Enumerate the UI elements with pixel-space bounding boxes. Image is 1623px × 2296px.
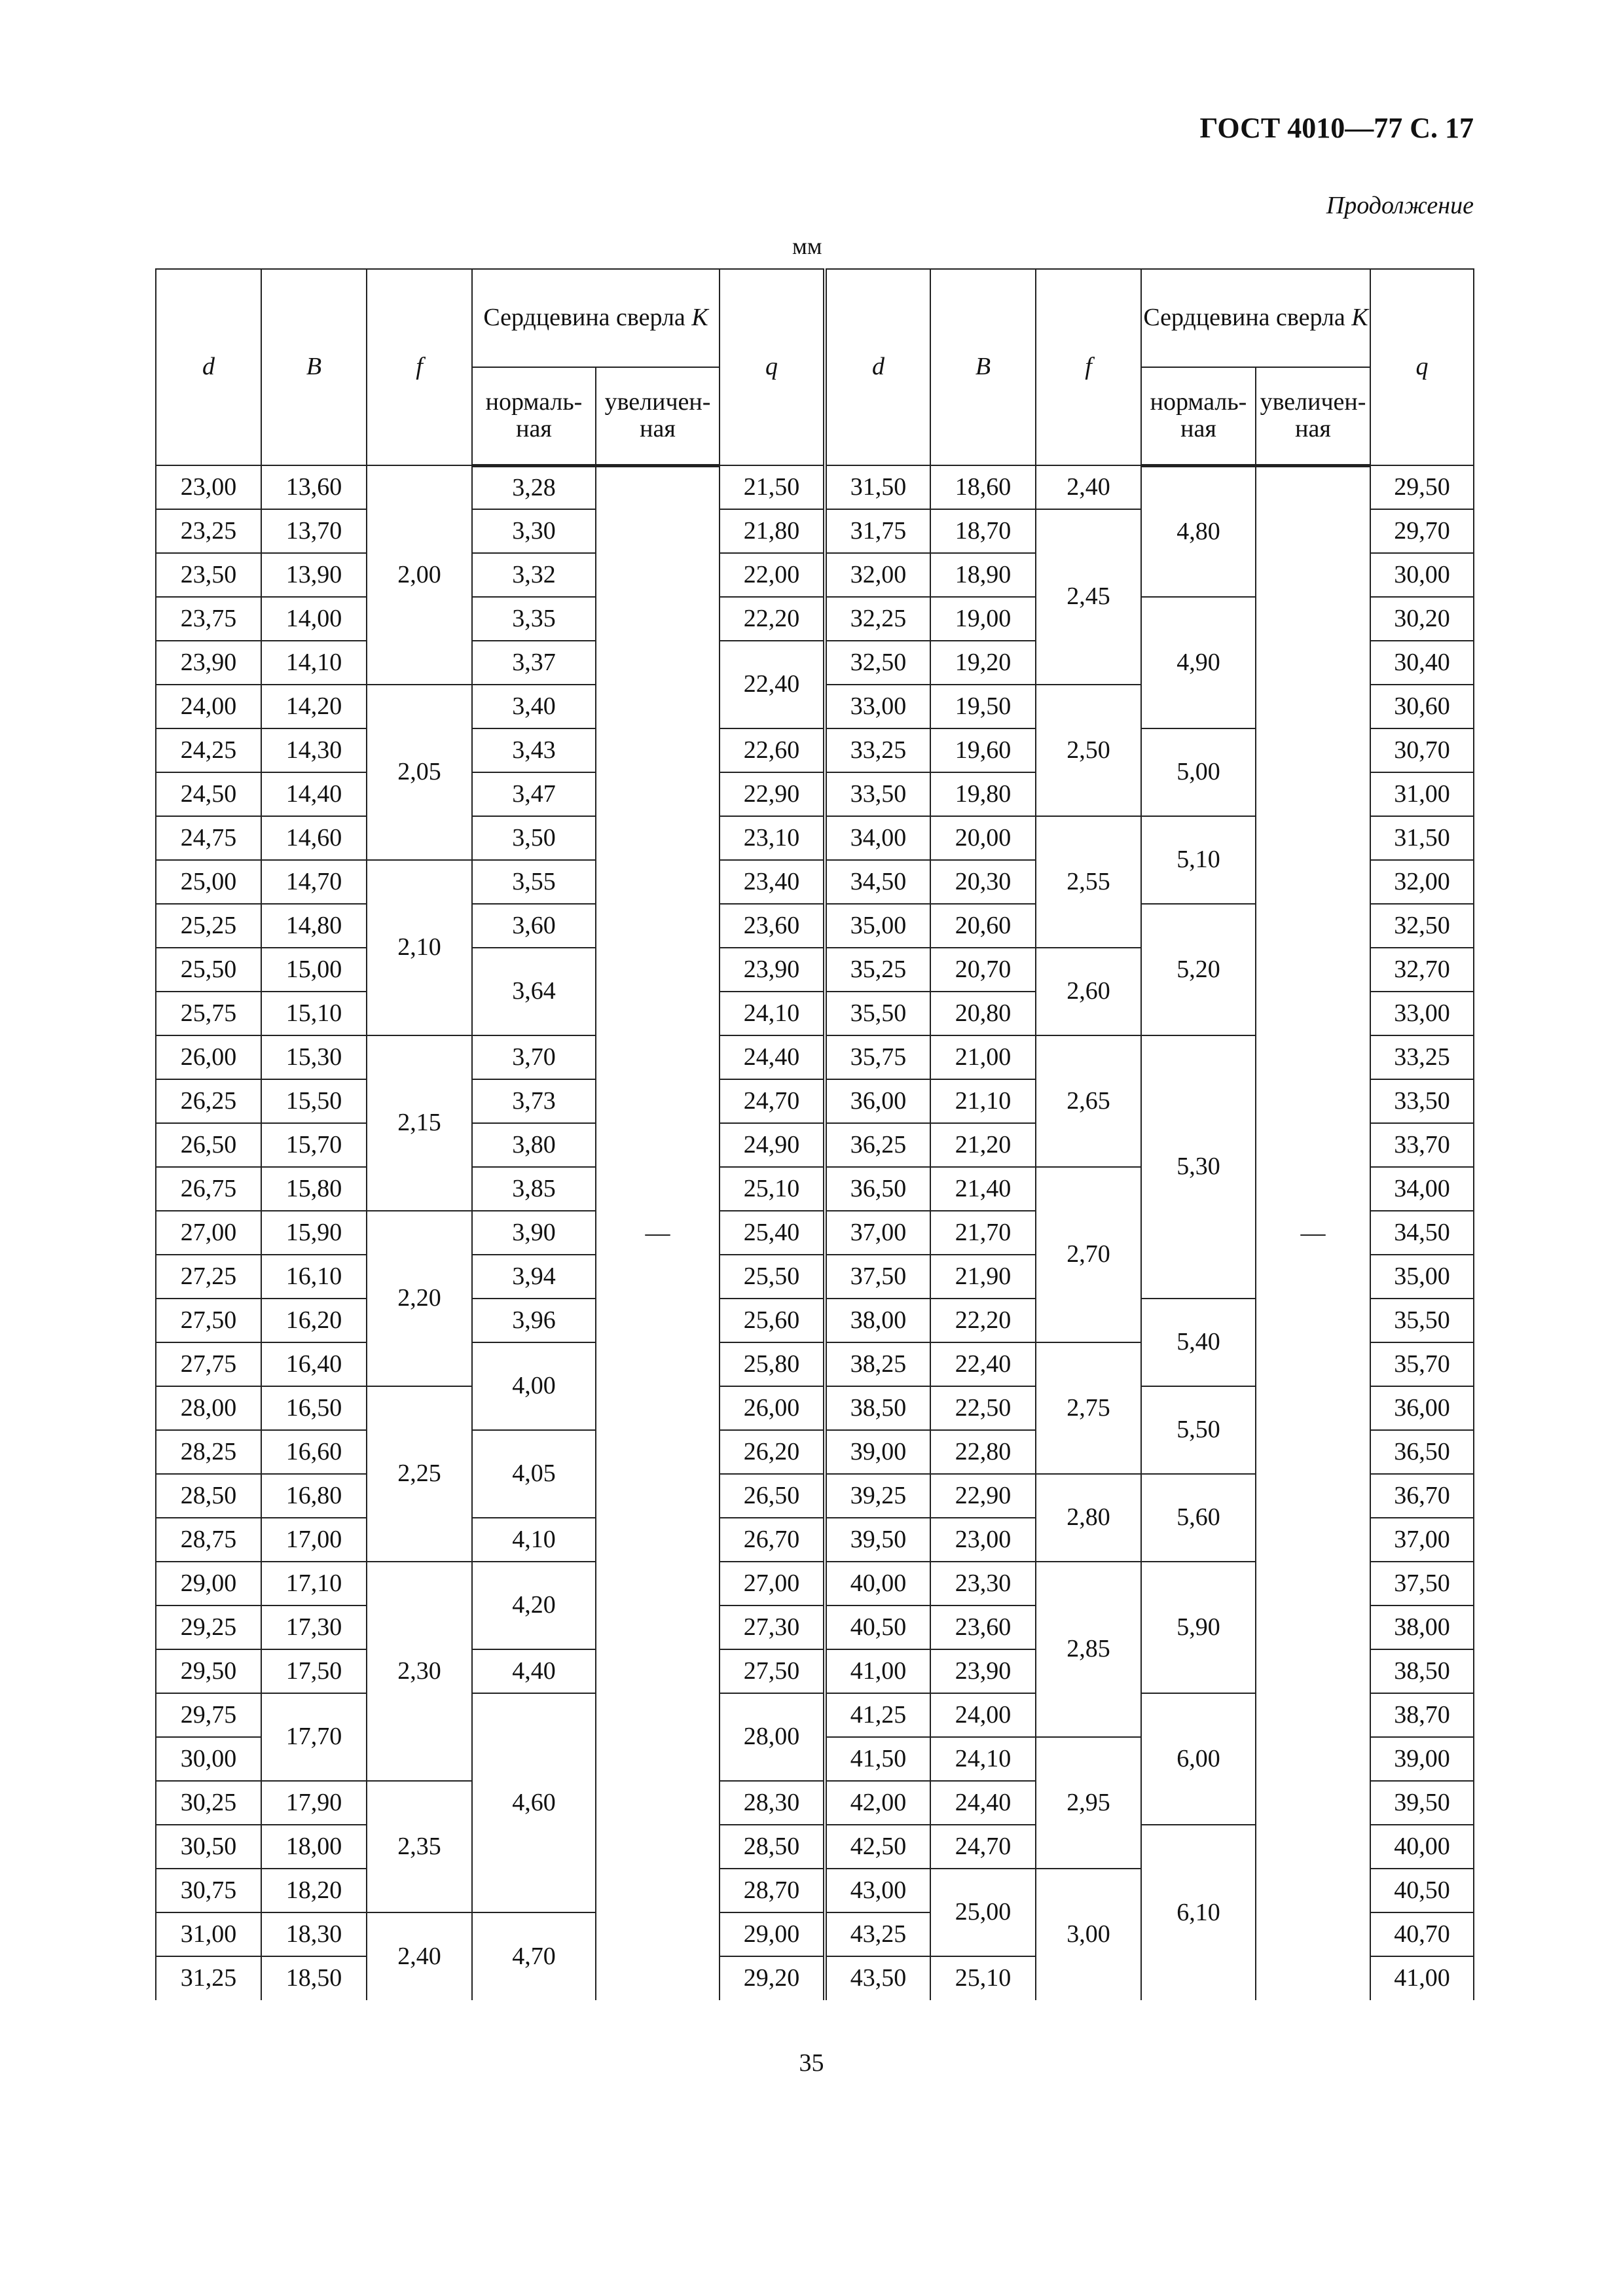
d-cell-left: 23,25 bbox=[156, 509, 261, 553]
page-number: 35 bbox=[799, 2049, 824, 2077]
header-B-right: B bbox=[930, 269, 1036, 465]
B-cell-right: 19,80 bbox=[930, 772, 1036, 816]
d-cell-right: 35,00 bbox=[825, 904, 930, 948]
k-normal-cell-right: 5,60 bbox=[1141, 1474, 1256, 1562]
d-cell-left: 26,75 bbox=[156, 1167, 261, 1211]
B-cell-right: 24,70 bbox=[930, 1825, 1036, 1869]
k-normal-cell-left: 3,30 bbox=[472, 509, 596, 553]
d-cell-right: 35,25 bbox=[825, 948, 930, 992]
B-cell-right: 25,10 bbox=[930, 1956, 1036, 2000]
k-normal-cell-left: 4,40 bbox=[472, 1649, 596, 1693]
B-cell-right: 21,40 bbox=[930, 1167, 1036, 1211]
B-cell-left: 17,00 bbox=[261, 1518, 367, 1562]
q-cell-right: 30,70 bbox=[1370, 728, 1474, 772]
q-cell-left: 27,00 bbox=[720, 1562, 825, 1605]
d-cell-right: 43,00 bbox=[825, 1869, 930, 1912]
table-row bbox=[156, 465, 1474, 509]
k-normal-cell-left: 3,43 bbox=[472, 728, 596, 772]
B-cell-right: 18,90 bbox=[930, 553, 1036, 597]
q-cell-right: 40,50 bbox=[1370, 1869, 1474, 1912]
q-cell-right: 33,00 bbox=[1370, 992, 1474, 1035]
q-cell-right: 30,60 bbox=[1370, 685, 1474, 728]
B-cell-right: 20,00 bbox=[930, 816, 1036, 860]
B-cell-right: 24,00 bbox=[930, 1693, 1036, 1737]
q-cell-right: 32,00 bbox=[1370, 860, 1474, 904]
B-cell-left: 16,20 bbox=[261, 1299, 367, 1342]
B-cell-right: 20,80 bbox=[930, 992, 1036, 1035]
B-cell-left: 15,30 bbox=[261, 1035, 367, 1079]
q-cell-left: 26,50 bbox=[720, 1474, 825, 1518]
k-normal-cell-right: 5,40 bbox=[1141, 1299, 1256, 1386]
k-normal-cell-right: 5,30 bbox=[1141, 1035, 1256, 1299]
k-normal-cell-left: 3,37 bbox=[472, 641, 596, 685]
f-cell-left: 2,30 bbox=[367, 1562, 472, 1781]
B-cell-left: 14,60 bbox=[261, 816, 367, 860]
q-cell-left: 27,50 bbox=[720, 1649, 825, 1693]
d-cell-left: 27,00 bbox=[156, 1211, 261, 1255]
q-cell-right: 30,00 bbox=[1370, 553, 1474, 597]
d-cell-left: 25,50 bbox=[156, 948, 261, 992]
q-cell-left: 23,10 bbox=[720, 816, 825, 860]
f-cell-right: 2,75 bbox=[1036, 1342, 1141, 1474]
B-cell-right: 22,20 bbox=[930, 1299, 1036, 1342]
d-cell-right: 34,00 bbox=[825, 816, 930, 860]
B-cell-left: 15,10 bbox=[261, 992, 367, 1035]
d-cell-right: 33,00 bbox=[825, 685, 930, 728]
B-cell-right: 19,60 bbox=[930, 728, 1036, 772]
f-cell-right: 2,45 bbox=[1036, 509, 1141, 685]
d-cell-right: 40,50 bbox=[825, 1605, 930, 1649]
B-cell-left: 14,30 bbox=[261, 728, 367, 772]
d-cell-right: 40,00 bbox=[825, 1562, 930, 1605]
f-cell-left: 2,40 bbox=[367, 1912, 472, 2000]
B-cell-left: 15,00 bbox=[261, 948, 367, 992]
header-f-right: f bbox=[1036, 269, 1141, 465]
q-cell-right: 36,50 bbox=[1370, 1430, 1474, 1474]
B-cell-left: 13,70 bbox=[261, 509, 367, 553]
f-cell-right: 2,85 bbox=[1036, 1562, 1141, 1737]
B-cell-left: 17,30 bbox=[261, 1605, 367, 1649]
B-cell-right: 18,60 bbox=[930, 465, 1036, 509]
B-cell-right: 19,00 bbox=[930, 597, 1036, 641]
B-cell-left: 18,50 bbox=[261, 1956, 367, 2000]
B-cell-right: 22,40 bbox=[930, 1342, 1036, 1386]
d-cell-left: 29,50 bbox=[156, 1649, 261, 1693]
B-cell-left: 14,00 bbox=[261, 597, 367, 641]
d-cell-left: 24,75 bbox=[156, 816, 261, 860]
header-increased-left: увеличен-ная bbox=[596, 367, 720, 465]
d-cell-left: 28,00 bbox=[156, 1386, 261, 1430]
f-cell-left: 2,20 bbox=[367, 1211, 472, 1386]
d-cell-left: 24,50 bbox=[156, 772, 261, 816]
q-cell-right: 35,50 bbox=[1370, 1299, 1474, 1342]
d-cell-left: 30,50 bbox=[156, 1825, 261, 1869]
k-normal-cell-left: 3,55 bbox=[472, 860, 596, 904]
k-normal-cell-left: 3,47 bbox=[472, 772, 596, 816]
B-cell-right: 21,90 bbox=[930, 1255, 1036, 1299]
d-cell-right: 43,50 bbox=[825, 1956, 930, 2000]
q-cell-left: 24,70 bbox=[720, 1079, 825, 1123]
k-normal-cell-left: 4,60 bbox=[472, 1693, 596, 1912]
f-cell-left: 2,05 bbox=[367, 685, 472, 860]
k-normal-cell-right: 6,10 bbox=[1141, 1825, 1256, 2000]
k-normal-cell-left: 3,28 bbox=[472, 465, 596, 509]
q-cell-right: 40,70 bbox=[1370, 1912, 1474, 1956]
q-cell-left: 26,00 bbox=[720, 1386, 825, 1430]
core-k-symbol: K bbox=[1351, 304, 1368, 332]
d-cell-right: 36,25 bbox=[825, 1123, 930, 1167]
B-cell-left: 17,70 bbox=[261, 1693, 367, 1781]
header-q-left: q bbox=[720, 269, 825, 465]
d-cell-left: 26,25 bbox=[156, 1079, 261, 1123]
q-cell-left: 23,90 bbox=[720, 948, 825, 992]
f-cell-right: 2,55 bbox=[1036, 816, 1141, 948]
q-cell-left: 22,20 bbox=[720, 597, 825, 641]
B-cell-left: 17,90 bbox=[261, 1781, 367, 1825]
d-cell-left: 29,00 bbox=[156, 1562, 261, 1605]
q-cell-left: 26,20 bbox=[720, 1430, 825, 1474]
q-cell-right: 34,00 bbox=[1370, 1167, 1474, 1211]
B-cell-left: 13,90 bbox=[261, 553, 367, 597]
k-normal-cell-right: 5,00 bbox=[1141, 728, 1256, 816]
B-cell-left: 13,60 bbox=[261, 465, 367, 509]
q-cell-left: 25,60 bbox=[720, 1299, 825, 1342]
d-cell-right: 32,25 bbox=[825, 597, 930, 641]
B-cell-right: 19,20 bbox=[930, 641, 1036, 685]
d-cell-right: 41,00 bbox=[825, 1649, 930, 1693]
header-increased-right: увеличен-ная bbox=[1256, 367, 1370, 465]
q-cell-left: 22,90 bbox=[720, 772, 825, 816]
k-increased-cell-left: — bbox=[596, 465, 720, 2000]
d-cell-right: 33,25 bbox=[825, 728, 930, 772]
B-cell-right: 23,00 bbox=[930, 1518, 1036, 1562]
B-cell-right: 24,40 bbox=[930, 1781, 1036, 1825]
continuation-label: Продолжение bbox=[1326, 192, 1474, 219]
B-cell-left: 16,80 bbox=[261, 1474, 367, 1518]
f-cell-right: 2,95 bbox=[1036, 1737, 1141, 1869]
d-cell-right: 35,75 bbox=[825, 1035, 930, 1079]
f-cell-left: 2,25 bbox=[367, 1386, 472, 1562]
d-cell-left: 27,50 bbox=[156, 1299, 261, 1342]
d-cell-left: 28,25 bbox=[156, 1430, 261, 1474]
f-cell-left: 2,35 bbox=[367, 1781, 472, 1912]
B-cell-left: 18,00 bbox=[261, 1825, 367, 1869]
B-cell-right: 23,30 bbox=[930, 1562, 1036, 1605]
d-cell-right: 37,50 bbox=[825, 1255, 930, 1299]
f-cell-right: 3,00 bbox=[1036, 1869, 1141, 2000]
f-cell-right: 2,70 bbox=[1036, 1167, 1141, 1342]
q-cell-right: 38,50 bbox=[1370, 1649, 1474, 1693]
q-cell-right: 31,50 bbox=[1370, 816, 1474, 860]
d-cell-right: 32,50 bbox=[825, 641, 930, 685]
d-cell-right: 36,50 bbox=[825, 1167, 930, 1211]
q-cell-left: 28,00 bbox=[720, 1693, 825, 1781]
B-cell-left: 16,10 bbox=[261, 1255, 367, 1299]
q-cell-right: 33,25 bbox=[1370, 1035, 1474, 1079]
q-cell-right: 33,50 bbox=[1370, 1079, 1474, 1123]
q-cell-right: 30,40 bbox=[1370, 641, 1474, 685]
f-cell-right: 2,80 bbox=[1036, 1474, 1141, 1562]
k-normal-cell-left: 4,10 bbox=[472, 1518, 596, 1562]
header-d-right: d bbox=[825, 269, 930, 465]
d-cell-left: 27,75 bbox=[156, 1342, 261, 1386]
q-cell-left: 25,50 bbox=[720, 1255, 825, 1299]
k-normal-cell-right: 5,20 bbox=[1141, 904, 1256, 1035]
q-cell-left: 28,50 bbox=[720, 1825, 825, 1869]
f-cell-right: 2,65 bbox=[1036, 1035, 1141, 1167]
B-cell-left: 14,40 bbox=[261, 772, 367, 816]
B-cell-right: 21,10 bbox=[930, 1079, 1036, 1123]
B-cell-left: 18,30 bbox=[261, 1912, 367, 1956]
q-cell-right: 41,00 bbox=[1370, 1956, 1474, 2000]
k-normal-cell-right: 4,80 bbox=[1141, 465, 1256, 597]
B-cell-left: 15,50 bbox=[261, 1079, 367, 1123]
d-cell-left: 23,75 bbox=[156, 597, 261, 641]
d-cell-right: 38,00 bbox=[825, 1299, 930, 1342]
d-cell-left: 23,00 bbox=[156, 465, 261, 509]
k-normal-cell-left: 3,85 bbox=[472, 1167, 596, 1211]
q-cell-left: 25,10 bbox=[720, 1167, 825, 1211]
q-cell-left: 23,60 bbox=[720, 904, 825, 948]
header-normal-right: нормаль-ная bbox=[1141, 367, 1256, 465]
d-cell-left: 31,00 bbox=[156, 1912, 261, 1956]
q-cell-left: 29,20 bbox=[720, 1956, 825, 2000]
q-cell-right: 32,50 bbox=[1370, 904, 1474, 948]
B-cell-right: 19,50 bbox=[930, 685, 1036, 728]
q-cell-left: 23,40 bbox=[720, 860, 825, 904]
f-cell-right: 2,60 bbox=[1036, 948, 1141, 1035]
B-cell-left: 17,50 bbox=[261, 1649, 367, 1693]
q-cell-left: 21,50 bbox=[720, 465, 825, 509]
k-normal-cell-left: 3,50 bbox=[472, 816, 596, 860]
k-increased-cell-right: — bbox=[1256, 465, 1370, 2000]
q-cell-right: 39,50 bbox=[1370, 1781, 1474, 1825]
q-cell-left: 27,30 bbox=[720, 1605, 825, 1649]
B-cell-right: 20,70 bbox=[930, 948, 1036, 992]
q-cell-left: 22,40 bbox=[720, 641, 825, 728]
f-cell-right: 2,40 bbox=[1036, 465, 1141, 509]
q-cell-left: 21,80 bbox=[720, 509, 825, 553]
k-normal-cell-left: 4,20 bbox=[472, 1562, 596, 1649]
q-cell-right: 34,50 bbox=[1370, 1211, 1474, 1255]
d-cell-left: 29,75 bbox=[156, 1693, 261, 1737]
q-cell-left: 24,10 bbox=[720, 992, 825, 1035]
q-cell-left: 29,00 bbox=[720, 1912, 825, 1956]
header-f-left: f bbox=[367, 269, 472, 465]
d-cell-left: 28,75 bbox=[156, 1518, 261, 1562]
f-cell-left: 2,00 bbox=[367, 465, 472, 685]
d-cell-right: 39,00 bbox=[825, 1430, 930, 1474]
q-cell-left: 25,40 bbox=[720, 1211, 825, 1255]
d-cell-left: 31,25 bbox=[156, 1956, 261, 2000]
q-cell-right: 32,70 bbox=[1370, 948, 1474, 992]
d-cell-left: 24,25 bbox=[156, 728, 261, 772]
k-normal-cell-left: 3,96 bbox=[472, 1299, 596, 1342]
k-normal-cell-left: 3,35 bbox=[472, 597, 596, 641]
B-cell-left: 18,20 bbox=[261, 1869, 367, 1912]
q-cell-right: 39,00 bbox=[1370, 1737, 1474, 1781]
k-normal-cell-right: 6,00 bbox=[1141, 1693, 1256, 1825]
d-cell-right: 31,75 bbox=[825, 509, 930, 553]
k-normal-cell-left: 4,00 bbox=[472, 1342, 596, 1430]
header-B-left: B bbox=[261, 269, 367, 465]
q-cell-left: 25,80 bbox=[720, 1342, 825, 1386]
d-cell-right: 41,50 bbox=[825, 1737, 930, 1781]
d-cell-left: 25,25 bbox=[156, 904, 261, 948]
d-cell-right: 35,50 bbox=[825, 992, 930, 1035]
B-cell-right: 21,20 bbox=[930, 1123, 1036, 1167]
d-cell-right: 39,25 bbox=[825, 1474, 930, 1518]
k-normal-cell-left: 4,05 bbox=[472, 1430, 596, 1518]
k-normal-cell-right: 5,10 bbox=[1141, 816, 1256, 904]
q-cell-right: 33,70 bbox=[1370, 1123, 1474, 1167]
q-cell-right: 37,50 bbox=[1370, 1562, 1474, 1605]
B-cell-right: 18,70 bbox=[930, 509, 1036, 553]
B-cell-left: 15,90 bbox=[261, 1211, 367, 1255]
d-cell-right: 38,25 bbox=[825, 1342, 930, 1386]
B-cell-right: 25,00 bbox=[930, 1869, 1036, 1956]
q-cell-right: 36,00 bbox=[1370, 1386, 1474, 1430]
d-cell-left: 30,00 bbox=[156, 1737, 261, 1781]
q-cell-left: 28,30 bbox=[720, 1781, 825, 1825]
d-cell-right: 42,50 bbox=[825, 1825, 930, 1869]
B-cell-right: 20,30 bbox=[930, 860, 1036, 904]
k-normal-cell-left: 3,73 bbox=[472, 1079, 596, 1123]
d-cell-left: 26,00 bbox=[156, 1035, 261, 1079]
header-core-left: Сердцевина сверла K bbox=[472, 269, 720, 367]
q-cell-right: 35,00 bbox=[1370, 1255, 1474, 1299]
B-cell-right: 22,90 bbox=[930, 1474, 1036, 1518]
core-k-symbol: K bbox=[691, 304, 708, 332]
B-cell-left: 17,10 bbox=[261, 1562, 367, 1605]
d-cell-right: 36,00 bbox=[825, 1079, 930, 1123]
d-cell-right: 43,25 bbox=[825, 1912, 930, 1956]
k-normal-cell-right: 5,90 bbox=[1141, 1562, 1256, 1693]
q-cell-left: 26,70 bbox=[720, 1518, 825, 1562]
B-cell-right: 22,50 bbox=[930, 1386, 1036, 1430]
q-cell-left: 28,70 bbox=[720, 1869, 825, 1912]
B-cell-right: 23,90 bbox=[930, 1649, 1036, 1693]
B-cell-left: 16,50 bbox=[261, 1386, 367, 1430]
d-cell-left: 23,50 bbox=[156, 553, 261, 597]
k-normal-cell-left: 3,40 bbox=[472, 685, 596, 728]
q-cell-right: 29,70 bbox=[1370, 509, 1474, 553]
d-cell-right: 33,50 bbox=[825, 772, 930, 816]
k-normal-cell-left: 3,64 bbox=[472, 948, 596, 1035]
q-cell-right: 38,00 bbox=[1370, 1605, 1474, 1649]
k-normal-cell-left: 3,90 bbox=[472, 1211, 596, 1255]
d-cell-right: 38,50 bbox=[825, 1386, 930, 1430]
k-normal-cell-left: 3,32 bbox=[472, 553, 596, 597]
B-cell-left: 14,80 bbox=[261, 904, 367, 948]
q-cell-left: 24,90 bbox=[720, 1123, 825, 1167]
d-cell-left: 29,25 bbox=[156, 1605, 261, 1649]
q-cell-right: 29,50 bbox=[1370, 465, 1474, 509]
d-cell-left: 24,00 bbox=[156, 685, 261, 728]
B-cell-left: 16,40 bbox=[261, 1342, 367, 1386]
B-cell-right: 23,60 bbox=[930, 1605, 1036, 1649]
q-cell-right: 30,20 bbox=[1370, 597, 1474, 641]
k-normal-cell-left: 3,60 bbox=[472, 904, 596, 948]
q-cell-left: 22,60 bbox=[720, 728, 825, 772]
B-cell-right: 20,60 bbox=[930, 904, 1036, 948]
k-normal-cell-right: 4,90 bbox=[1141, 597, 1256, 728]
d-cell-right: 34,50 bbox=[825, 860, 930, 904]
q-cell-right: 38,70 bbox=[1370, 1693, 1474, 1737]
q-cell-right: 37,00 bbox=[1370, 1518, 1474, 1562]
B-cell-right: 22,80 bbox=[930, 1430, 1036, 1474]
k-normal-cell-right: 5,50 bbox=[1141, 1386, 1256, 1474]
d-cell-left: 25,75 bbox=[156, 992, 261, 1035]
B-cell-right: 21,00 bbox=[930, 1035, 1036, 1079]
header-normal-left: нормаль-ная bbox=[472, 367, 596, 465]
k-normal-cell-left: 3,94 bbox=[472, 1255, 596, 1299]
header-d-left: d bbox=[156, 269, 261, 465]
k-normal-cell-left: 3,80 bbox=[472, 1123, 596, 1167]
q-cell-right: 40,00 bbox=[1370, 1825, 1474, 1869]
k-normal-cell-left: 3,70 bbox=[472, 1035, 596, 1079]
B-cell-right: 21,70 bbox=[930, 1211, 1036, 1255]
k-normal-cell-left: 4,70 bbox=[472, 1912, 596, 2000]
d-cell-left: 25,00 bbox=[156, 860, 261, 904]
header-core-right: Сердцевина сверла K bbox=[1141, 269, 1370, 367]
q-cell-right: 35,70 bbox=[1370, 1342, 1474, 1386]
B-cell-left: 15,80 bbox=[261, 1167, 367, 1211]
d-cell-right: 37,00 bbox=[825, 1211, 930, 1255]
B-cell-left: 16,60 bbox=[261, 1430, 367, 1474]
f-cell-left: 2,15 bbox=[367, 1035, 472, 1211]
d-cell-left: 26,50 bbox=[156, 1123, 261, 1167]
q-cell-right: 36,70 bbox=[1370, 1474, 1474, 1518]
f-cell-right: 2,50 bbox=[1036, 685, 1141, 816]
d-cell-right: 42,00 bbox=[825, 1781, 930, 1825]
q-cell-left: 22,00 bbox=[720, 553, 825, 597]
d-cell-right: 39,50 bbox=[825, 1518, 930, 1562]
document-title: ГОСТ 4010—77 С. 17 bbox=[1199, 112, 1474, 144]
f-cell-left: 2,10 bbox=[367, 860, 472, 1035]
q-cell-left: 24,40 bbox=[720, 1035, 825, 1079]
d-cell-left: 28,50 bbox=[156, 1474, 261, 1518]
d-cell-right: 32,00 bbox=[825, 553, 930, 597]
B-cell-left: 14,70 bbox=[261, 860, 367, 904]
unit-label: мм bbox=[792, 233, 822, 259]
header-q-right: q bbox=[1370, 269, 1474, 465]
drill-dimensions-table bbox=[155, 268, 1474, 2000]
d-cell-right: 41,25 bbox=[825, 1693, 930, 1737]
d-cell-left: 30,25 bbox=[156, 1781, 261, 1825]
q-cell-right: 31,00 bbox=[1370, 772, 1474, 816]
B-cell-right: 24,10 bbox=[930, 1737, 1036, 1781]
d-cell-left: 23,90 bbox=[156, 641, 261, 685]
B-cell-left: 14,10 bbox=[261, 641, 367, 685]
d-cell-right: 31,50 bbox=[825, 465, 930, 509]
d-cell-left: 30,75 bbox=[156, 1869, 261, 1912]
B-cell-left: 14,20 bbox=[261, 685, 367, 728]
d-cell-left: 27,25 bbox=[156, 1255, 261, 1299]
B-cell-left: 15,70 bbox=[261, 1123, 367, 1167]
